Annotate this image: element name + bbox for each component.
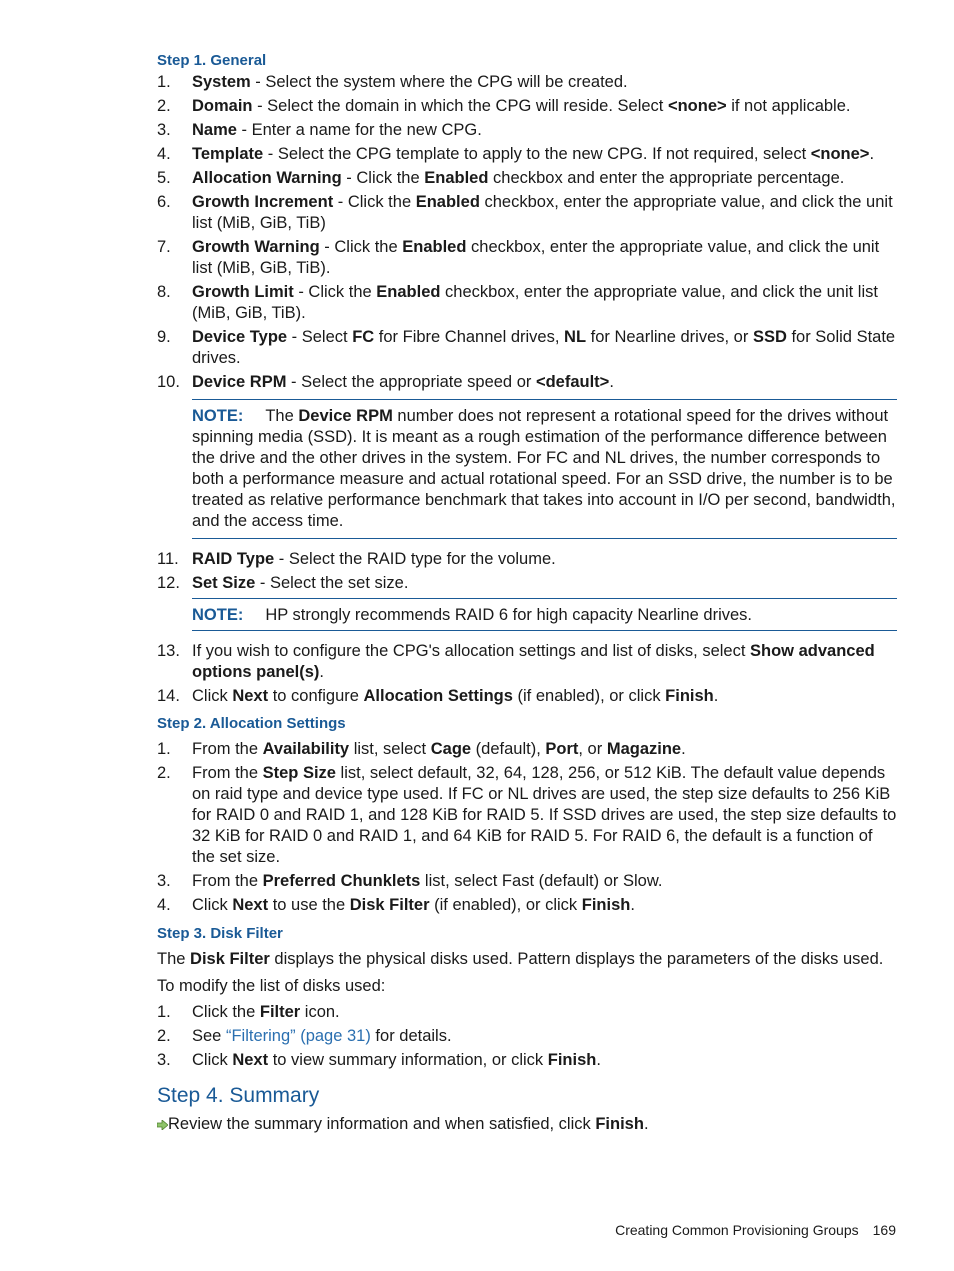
step1-list-continued [157,549,897,594]
step3-list [157,1002,897,1071]
step3-heading: Step 3. Disk Filter [157,925,283,942]
list-item: 3. From the Preferred Chunklets list, select Fast (default) or Slow. [157,872,663,890]
page-footer [0,1222,896,1238]
list-item: 12. Set Size - Select the set size. [157,574,409,592]
list-item: 4. Template - Select the CPG template to apply to the new CPG. If not required, select <none>. [157,145,875,163]
page-number: 169 [872,1222,896,1238]
list-item: 2. Domain - Select the domain in which the CPG will reside. Select <none> if not applicable. [157,97,851,115]
list-item: 9. Device Type - Select FC for Fibre Channel drives, NL for Nearline drives, or SSD for Solid State drives. [157,328,896,367]
list-item: 5. Allocation Warning - Click the Enabled checkbox and enter the appropriate percentage. [157,169,845,187]
note-label: NOTE: [192,606,244,624]
list-item: 1. Click the Filter icon. [157,1003,340,1021]
step2-list [157,739,897,916]
step3-intro: To modify the list of disks used: [157,977,386,995]
list-item: 2. From the Step Size list, select default, 32, 64, 128, 256, or 512 KiB. The default value depends on raid type and device type used. If FC or NL drives are used, the step size defaults to 256 KiB for RAID 0 and RAID 1, and 128 KiB for RAID 5. If SSD drives are used, the step size defaults to 32 KiB for RAID 0 and RAID 1, and 64 KiB for RAID 5. For RAID 6, the default is a function of the set size. [157,764,897,866]
list-item: 2. See “Filtering” (page 31) for details. [157,1027,452,1045]
note-device-rpm: NOTE: The Device RPM number does not represent a rotational speed for the drives without spinning media (SSD). It is meant as a rough estimation of the performance difference between the drive and the other drives in the system. For FC and NL drives, the number corresponds to both a performance measure and actual rotational speed. For an SSD drive, the number is to be treated as relative performance benchmark that takes into account in I/O per second, bandwidth, and the access time. [192,399,897,539]
list-item: 3. Click Next to view summary information, or click Finish. [157,1051,601,1069]
step1-list [157,72,897,393]
step4-paragraph: Review the summary information and when satisfied, click Finish. [157,1114,897,1135]
step1-list-final [157,641,897,707]
step3-paragraph: The Disk Filter displays the physical disks used. Pattern displays the parameters of the disks used. [157,950,884,968]
list-item: 3. Name - Enter a name for the new CPG. [157,121,482,139]
list-item: 6. Growth Increment - Click the Enabled checkbox, enter the appropriate value, and click the unit list (MiB, GiB, TiB) [157,193,893,232]
list-item: 1. System - Select the system where the CPG will be created. [157,73,628,91]
list-item: 8. Growth Limit - Click the Enabled checkbox, enter the appropriate value, and click the unit list (MiB, GiB, TiB). [157,283,878,322]
step2-heading: Step 2. Allocation Settings [157,715,346,732]
filtering-link[interactable]: “Filtering” (page 31) [225,1027,371,1045]
note-raid6: NOTE: HP strongly recommends RAID 6 for high capacity Nearline drives. [192,598,897,631]
step1-heading: Step 1. General [157,52,267,69]
list-item: 1. From the Availability list, select Cage (default), Port, or Magazine. [157,740,686,758]
list-item: 4. Click Next to use the Disk Filter (if enabled), or click Finish. [157,896,635,914]
list-item: 14. Click Next to configure Allocation Settings (if enabled), or click Finish. [157,687,719,705]
list-item: 13. If you wish to configure the CPG's allocation settings and list of disks, select Show advanced options panel(s). [157,642,875,681]
note-label: NOTE: [192,407,244,425]
page-content [157,50,897,1135]
arrow-right-icon [157,1120,168,1130]
list-item: 10. Device RPM - Select the appropriate speed or <default>. [157,373,614,391]
step4-heading: Step 4. Summary [157,1084,320,1107]
footer-section-title: Creating Common Provisioning Groups [615,1222,859,1238]
list-item: 11. RAID Type - Select the RAID type for the volume. [157,550,556,568]
list-item: 7. Growth Warning - Click the Enabled checkbox, enter the appropriate value, and click the unit list (MiB, GiB, TiB). [157,238,880,277]
